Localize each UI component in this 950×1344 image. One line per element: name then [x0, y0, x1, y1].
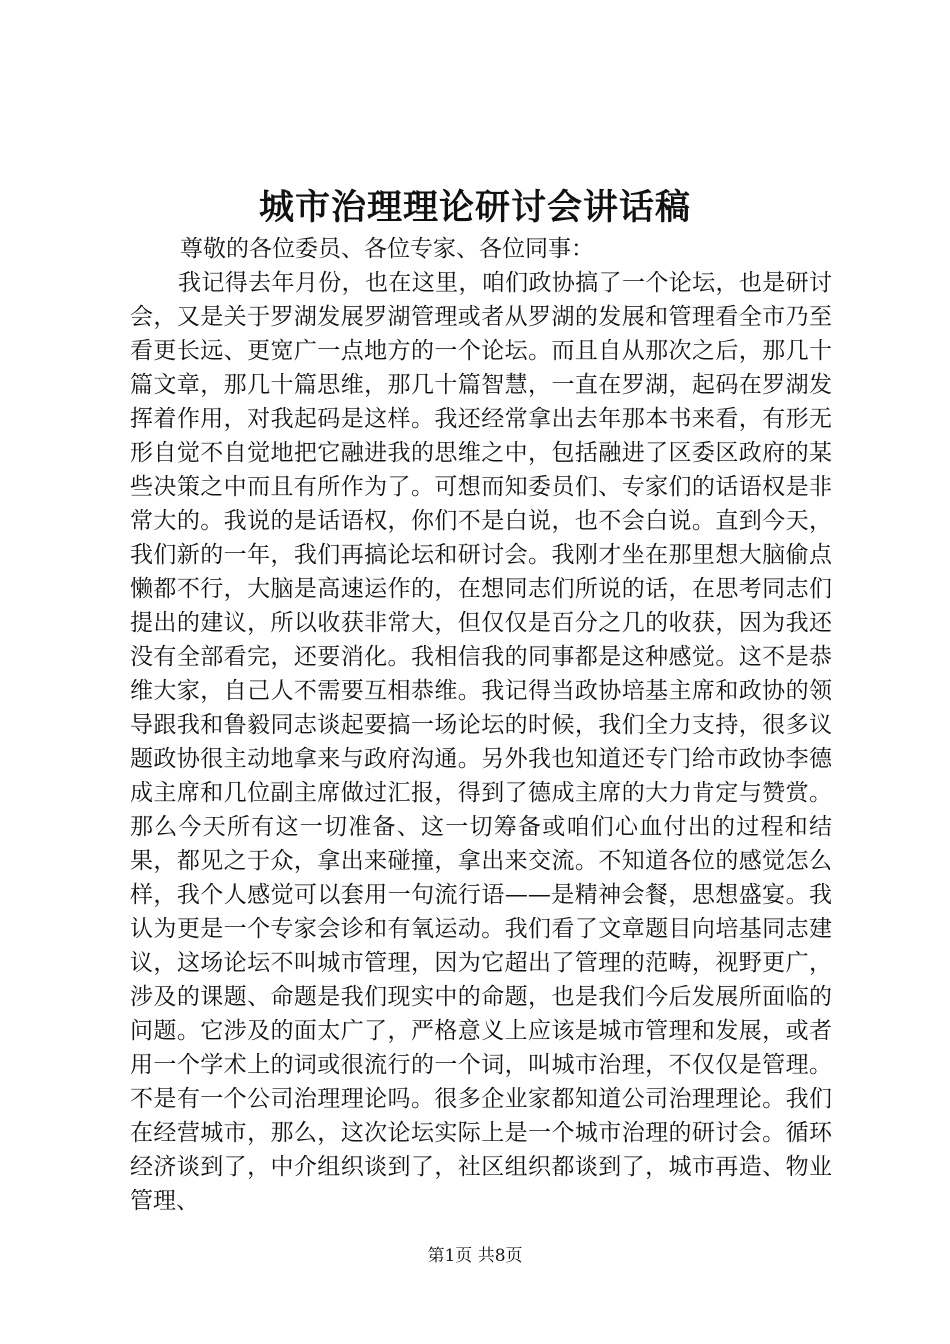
salutation-line: 尊敬的各位委员、各位专家、各位同事： — [180, 236, 594, 262]
document-body — [130, 232, 832, 1218]
page-number-footer: 第1页 共8页 — [427, 1246, 523, 1266]
document-title: 城市治理理论研讨会讲话稿 — [258, 187, 691, 228]
body-paragraph: 我记得去年月份，也在这里，咱们政协搞了一个论坛，也是研讨会，又是关于罗湖发展罗湖管理或者从罗湖的发展和管理看全市乃至看更长远、更宽广一点地方的一个论坛。而且自从那次之后，那几十篇文章，那几十篇思维，那几十篇智慧，一直在罗湖，起码在罗湖发挥着作用，对我起码是这样。我还经常拿出去年那本书来看，有形无形自觉不自觉地把它融进我的思维之中，包括融进了区委区政府的某些决策之中而且有所作为了。可想而知委员们、专家们的话语权是非常大的。我说的是话语权，你们不是白说，也不会白说。直到今天，我们新的一年，我们再搞论坛和研讨会。我刚才坐在那里想大脑偷点懒都不行，大脑是高速运作的，在想同志们所说的话，在思考同志们提出的建议，所以收获非常大，但仅仅是百分之几的收获，因为我还没有全部看完，还要消化。我相信我的同事都是这种感觉。这不是恭维大家，自己人不需要互相恭维。我记得当政协培基主席和政协的领导跟我和鲁毅同志谈起要搞一场论坛的时候，我们全力支持，很多议题政协很主动地拿来与政府沟通。另外我也知道还专门给市政协李德成主席和几位副主席做过汇报，得到了德成主席的大力肯定与赞赏。那么今天所有这一切准备、这一切筹备或咱们心血付出的过程和结果，都见之于众，拿出来碰撞，拿出来交流。不知道各位的感觉怎么样，我个人感觉可以套用一句流行语——是精神会餐，思想盛宴。我认为更是一个专家会诊和有氧运动。我们看了文章题目向培基同志建议，这场论坛不叫城市管理，因为它超出了管理的范畴，视野更广，涉及的课题、命题是我们现实中的命题，也是我们今后发展所面临的问题。它涉及的面太广了，严格意义上应该是城市管理和发展，或者用一个学术上的词或很流行的一个词，叫城市治理，不仅仅是管理。不是有一个公司治理理论吗。很多企业家都知道公司治理理论。我们在经营城市，那么，这次论坛实际上是一个城市治理的研讨会。循环经济谈到了，中介组织谈到了，社区组织都谈到了，城市再造、物业管理、 — [130, 270, 832, 1214]
